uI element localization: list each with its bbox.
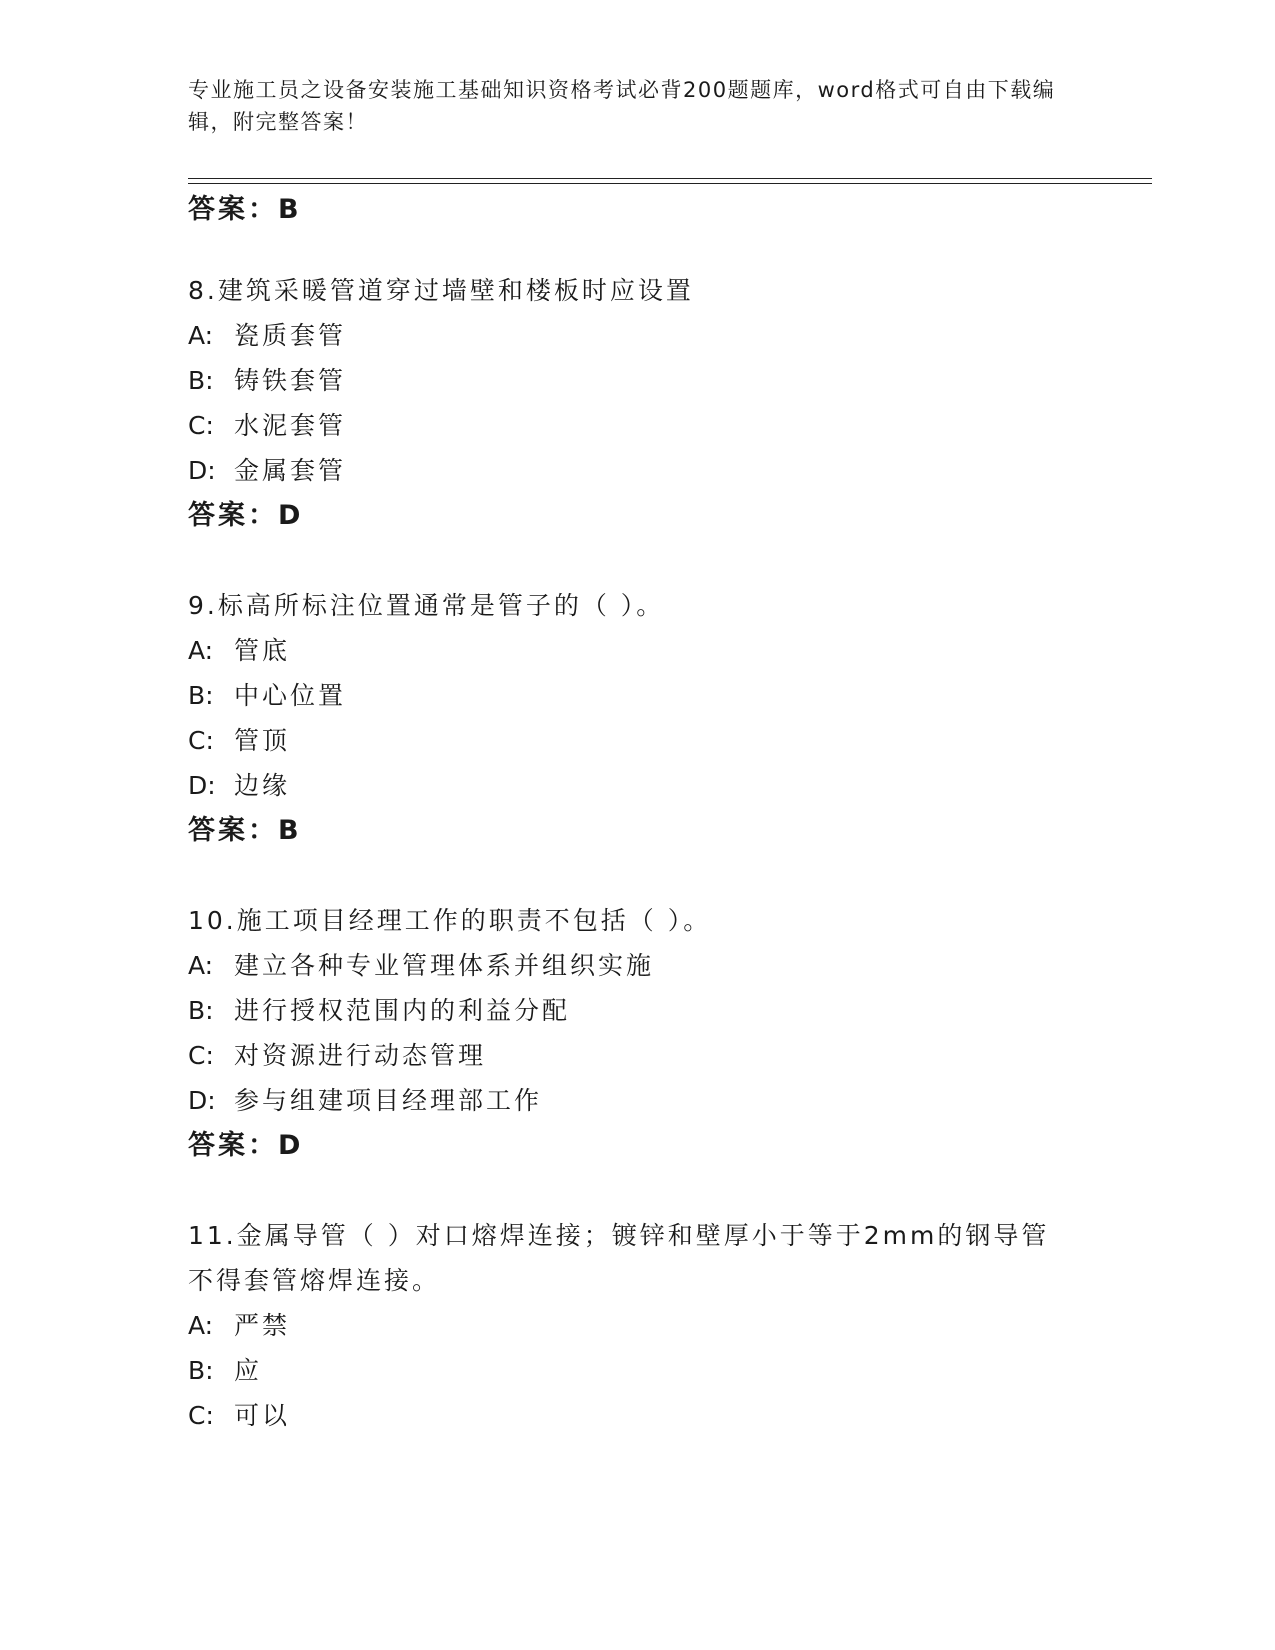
- option-c: [188, 718, 1088, 763]
- option-text: 金属套管: [234, 456, 347, 485]
- question-10: [188, 898, 1088, 1169]
- option-text: 瓷质套管: [234, 321, 347, 350]
- answer-label: 答案：D: [188, 1130, 304, 1161]
- option-letter: A:: [188, 321, 214, 350]
- option-text: 严禁: [234, 1311, 291, 1340]
- option-text: 对资源进行动态管理: [234, 1041, 487, 1070]
- option-letter: B:: [188, 366, 214, 395]
- option-c: [188, 403, 1088, 448]
- header-rule-top: [188, 178, 1152, 179]
- option-d: [188, 1078, 1088, 1123]
- option-letter: C:: [188, 726, 214, 755]
- option-letter: D:: [188, 456, 216, 485]
- option-b: [188, 1348, 1088, 1393]
- option-text: 进行授权范围内的利益分配: [234, 996, 571, 1025]
- option-text: 管顶: [234, 726, 291, 755]
- answer-label: 答案：D: [188, 500, 304, 531]
- option-text: 中心位置: [234, 681, 347, 710]
- option-c: [188, 1393, 1088, 1438]
- option-text: 管底: [234, 636, 291, 665]
- option-a: [188, 313, 1088, 358]
- option-letter: D:: [188, 771, 216, 800]
- option-letter: B:: [188, 681, 214, 710]
- question-9: [188, 583, 1088, 854]
- option-text: 建立各种专业管理体系并组织实施: [234, 951, 655, 980]
- option-letter: C:: [188, 1401, 214, 1430]
- option-letter: D:: [188, 1086, 216, 1115]
- question-stem: 9.标高所标注位置通常是管子的（ ）。: [188, 591, 665, 620]
- option-letter: B:: [188, 996, 214, 1025]
- option-text: 边缘: [234, 771, 291, 800]
- option-b: [188, 673, 1088, 718]
- option-a: [188, 943, 1088, 988]
- question-stem: 8.建筑采暖管道穿过墙壁和楼板时应设置: [188, 276, 694, 305]
- option-letter: B:: [188, 1356, 214, 1385]
- previous-answer-block: [188, 187, 1088, 233]
- option-c: [188, 1033, 1088, 1078]
- question-8: [188, 268, 1088, 539]
- option-text: 参与组建项目经理部工作: [234, 1086, 543, 1115]
- option-letter: C:: [188, 1041, 214, 1070]
- option-letter: A:: [188, 636, 214, 665]
- option-a: [188, 628, 1088, 673]
- answer-label: 答案：B: [188, 194, 302, 225]
- document-header: 专业施工员之设备安装施工基础知识资格考试必背200题题库，word格式可自由下载编辑，附完整答案！: [188, 78, 1056, 134]
- option-d: [188, 763, 1088, 808]
- option-letter: C:: [188, 411, 214, 440]
- option-b: [188, 358, 1088, 403]
- question-11: [188, 1213, 1088, 1438]
- option-text: 水泥套管: [234, 411, 347, 440]
- option-letter: A:: [188, 1311, 214, 1340]
- question-stem: 11.金属导管（ ）对口熔焊连接；镀锌和壁厚小于等于2mm的钢导管不得套管熔焊连接。: [188, 1221, 1050, 1295]
- option-text: 应: [234, 1356, 263, 1385]
- option-b: [188, 988, 1088, 1033]
- header-rule-bottom: [188, 183, 1152, 184]
- option-text: 铸铁套管: [234, 366, 347, 395]
- question-stem: 10.施工项目经理工作的职责不包括（ ）。: [188, 906, 712, 935]
- option-d: [188, 448, 1088, 493]
- answer-label: 答案：B: [188, 815, 302, 846]
- option-a: [188, 1303, 1088, 1348]
- option-text: 可以: [234, 1401, 291, 1430]
- option-letter: A:: [188, 951, 214, 980]
